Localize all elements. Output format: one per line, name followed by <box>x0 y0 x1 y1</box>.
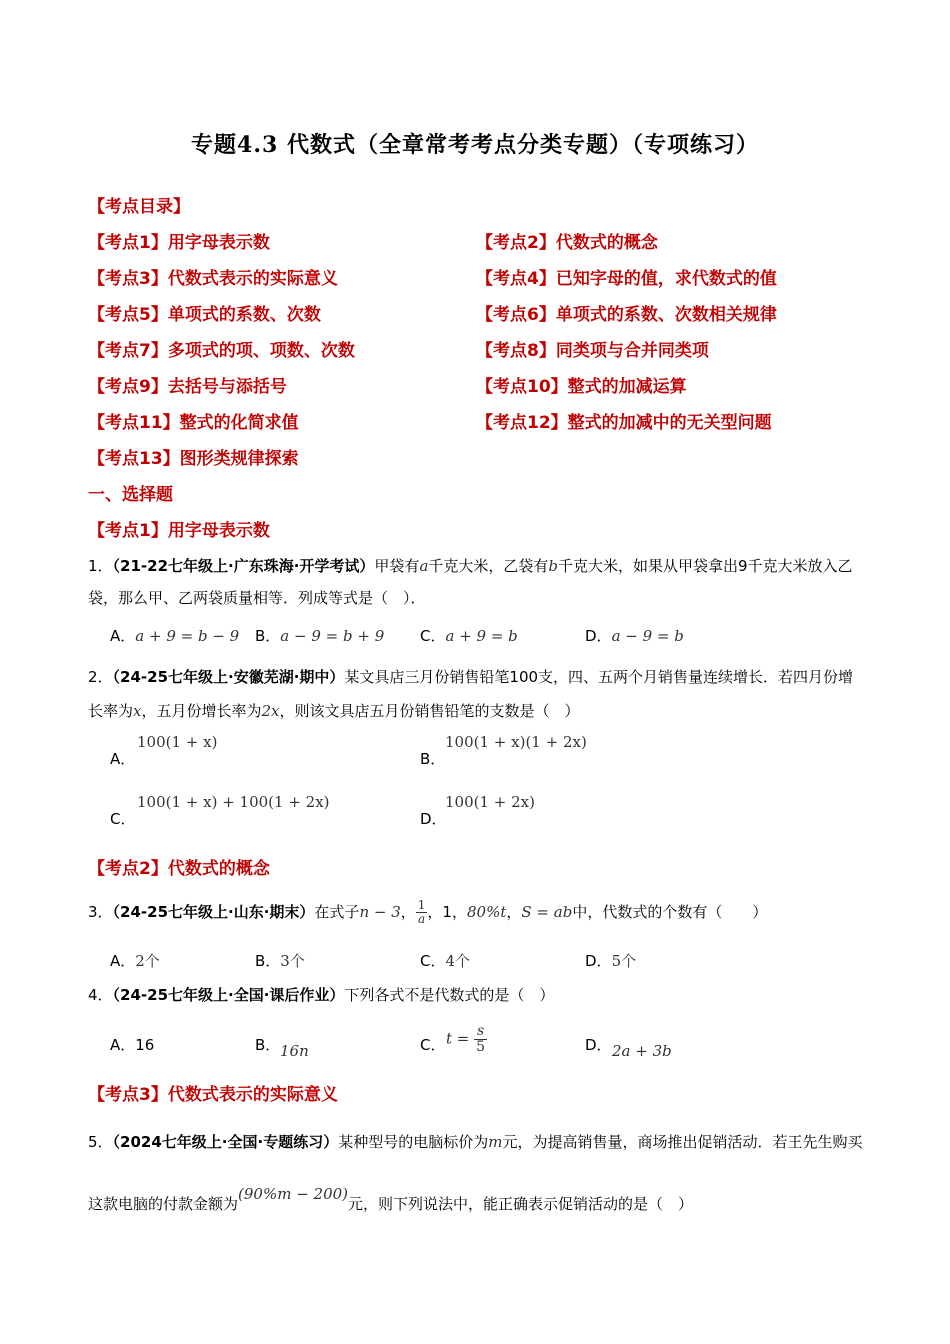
q3-expr-1: n − 3 <box>359 903 401 921</box>
toc-item-6[interactable]: 【考点6】单项式的系数、次数相关规律 <box>476 305 777 325</box>
q3-sep-2: ， <box>427 903 443 921</box>
q3-expr-2: 1 <box>442 903 452 921</box>
question-1 <box>88 550 868 614</box>
toc-item-7[interactable]: 【考点7】多项式的项、项数、次数 <box>88 341 355 361</box>
q4-option-c-num: s <box>474 1024 487 1040</box>
q3-option-c-expr: 4个 <box>445 952 471 970</box>
q5-var-m: m <box>488 1133 503 1151</box>
page-title: 专题4.3 代数式（全章常考考点分类专题）（专项练习） <box>191 132 759 158</box>
q1-var-b: b <box>548 557 559 575</box>
q3-option-d-expr: 5个 <box>611 952 637 970</box>
q4-option-a-label: A． <box>110 1036 136 1054</box>
q2-option-d-label[interactable]: D． <box>420 810 447 828</box>
q1-option-a-label: A． <box>110 627 136 645</box>
q3-sep-1: ， <box>400 903 416 921</box>
q3-option-a-label: A． <box>110 952 136 970</box>
q3-text-2: 中，代数式的个数有（ ） <box>572 903 768 921</box>
question-5 <box>88 1116 868 1230</box>
q1-source: （21-22七年级上·广东珠海·开学考试） <box>112 557 375 575</box>
q4-option-b-label[interactable]: B． <box>255 1036 281 1054</box>
q4-option-a[interactable] <box>110 1034 154 1055</box>
q2-option-b-expr: 100(1 + x)(1 + 2x) <box>445 733 587 751</box>
kp1-heading: 【考点1】用字母表示数 <box>88 521 270 541</box>
q5-number: 5． <box>88 1133 113 1151</box>
q4-option-c-expr <box>446 1024 487 1055</box>
q2-number: 2． <box>88 668 113 686</box>
q1-option-b-label: B． <box>255 627 281 645</box>
toc-item-3[interactable]: 【考点3】代数式表示的实际意义 <box>88 269 338 289</box>
q2-text-2: ，五月份增长率为 <box>141 702 262 720</box>
q4-option-d-expr: 2a + 3b <box>612 1042 672 1060</box>
q3-number: 3． <box>88 903 113 921</box>
q5-text-2: 元，为提高销售量，商场推出促销活动．若王先生购买这款电脑的付款金额为 <box>88 1133 863 1213</box>
toc-item-11[interactable]: 【考点11】整式的化简求值 <box>88 413 299 433</box>
toc-item-13[interactable]: 【考点13】图形类规律探索 <box>88 449 299 469</box>
toc-item-5[interactable]: 【考点5】单项式的系数、次数 <box>88 305 321 325</box>
q3-option-d[interactable] <box>585 950 636 971</box>
q2-option-a-expr: 100(1 + x) <box>137 733 218 751</box>
q2-text-3: ，则该文具店五月份销售铅笔的支数是（ ） <box>279 702 580 720</box>
q4-option-c-den: 5 <box>476 1039 486 1055</box>
q3-option-c-label: C． <box>420 952 446 970</box>
question-2 <box>88 660 868 728</box>
q3-text-1: 在式子 <box>314 903 360 921</box>
q3-fraction <box>416 899 428 926</box>
q4-option-c-lhs: t = <box>446 1029 470 1048</box>
q1-text-3: 千克大米，如果从甲袋拿出9千克大米放入乙袋，那么甲、乙两袋质量相等．列成等式是（ ）． <box>88 557 853 607</box>
q3-fraction-den: a <box>418 912 426 926</box>
q1-number: 1． <box>88 557 113 575</box>
q1-option-a[interactable] <box>110 625 239 646</box>
q4-option-c-fraction <box>474 1024 487 1055</box>
kp3-heading: 【考点3】代数式表示的实际意义 <box>88 1085 338 1105</box>
q3-option-b[interactable] <box>255 950 305 971</box>
q1-text-1: 甲袋有 <box>374 557 420 575</box>
q5-source: （2024七年级上·全国·专题练习） <box>112 1133 339 1151</box>
q3-option-a[interactable] <box>110 950 160 971</box>
q1-text-2: 千克大米，乙袋有 <box>428 557 549 575</box>
q3-sep-4: ， <box>506 903 522 921</box>
q3-expr-3: 80%t <box>466 903 507 921</box>
q4-option-c-label[interactable]: C． <box>420 1036 446 1054</box>
q2-option-d-expr: 100(1 + 2x) <box>445 793 535 811</box>
q3-source: （24-25七年级上·山东·期末） <box>112 903 315 921</box>
q3-option-c[interactable] <box>420 950 470 971</box>
toc-item-8[interactable]: 【考点8】同类项与合并同类项 <box>476 341 709 361</box>
q4-number: 4． <box>88 986 113 1004</box>
toc-item-2[interactable]: 【考点2】代数式的概念 <box>476 233 658 253</box>
q5-text-3: 元，则下列说法中，能正确表示促销活动的是（ ） <box>348 1195 694 1213</box>
toc-item-1[interactable]: 【考点1】用字母表示数 <box>88 233 270 253</box>
q4-option-d-label[interactable]: D． <box>585 1036 612 1054</box>
q3-expr-4: S = ab <box>521 903 573 921</box>
q2-option-b-label[interactable]: B． <box>420 750 446 768</box>
q2-var-2x: 2x <box>261 702 280 720</box>
q2-var-x: x <box>133 702 142 720</box>
q3-sep-3: ， <box>451 903 467 921</box>
q1-var-a: a <box>419 557 429 575</box>
q1-option-d-label: D． <box>585 627 612 645</box>
toc-item-9[interactable]: 【考点9】去括号与添括号 <box>88 377 287 397</box>
q3-option-b-label: B． <box>255 952 281 970</box>
question-4 <box>88 984 868 1006</box>
q3-fraction-num: 1 <box>417 898 426 912</box>
q1-option-d[interactable] <box>585 625 684 646</box>
q5-text-1: 某种型号的电脑标价为 <box>338 1133 489 1151</box>
toc-item-4[interactable]: 【考点4】已知字母的值，求代数式的值 <box>476 269 777 289</box>
q3-option-d-label: D． <box>585 952 612 970</box>
q1-option-c-label: C． <box>420 627 446 645</box>
toc-item-10[interactable]: 【考点10】整式的加减运算 <box>476 377 687 397</box>
q2-text-1: 某文具店三月份销售铅笔100支，四、五两个月销售量连续增长．若四月份增长率为 <box>88 668 854 720</box>
q5-expr: (90%m − 200) <box>238 1185 349 1203</box>
q1-option-b[interactable] <box>255 625 384 646</box>
q2-option-c-label[interactable]: C． <box>110 810 136 828</box>
toc-heading: 【考点目录】 <box>88 197 190 217</box>
q1-option-c-expr: a + 9 = b <box>445 627 518 645</box>
q4-text-1: 下列各式不是代数式的是（ ） <box>344 986 555 1004</box>
q1-option-c[interactable] <box>420 625 518 646</box>
kp2-heading: 【考点2】代数式的概念 <box>88 859 270 879</box>
toc-item-12[interactable]: 【考点12】整式的加减中的无关型问题 <box>476 413 772 433</box>
question-3 <box>88 898 868 926</box>
q1-option-d-expr: a − 9 = b <box>611 627 684 645</box>
q2-option-c-expr: 100(1 + x) + 100(1 + 2x) <box>137 793 330 811</box>
q3-option-a-expr: 2个 <box>135 952 160 970</box>
q3-option-b-expr: 3个 <box>280 952 305 970</box>
q1-option-a-expr: a + 9 = b − 9 <box>135 627 240 645</box>
section-heading: 一、选择题 <box>88 485 173 505</box>
q2-source: （24-25七年级上·安徽芜湖·期中） <box>112 668 345 686</box>
q1-option-b-expr: a − 9 = b + 9 <box>280 627 385 645</box>
q4-option-b-expr: 16n <box>280 1042 309 1060</box>
q4-option-a-expr: 16 <box>135 1036 155 1054</box>
q4-source: （24-25七年级上·全国·课后作业） <box>112 986 345 1004</box>
q2-option-a-label[interactable]: A． <box>110 750 136 768</box>
